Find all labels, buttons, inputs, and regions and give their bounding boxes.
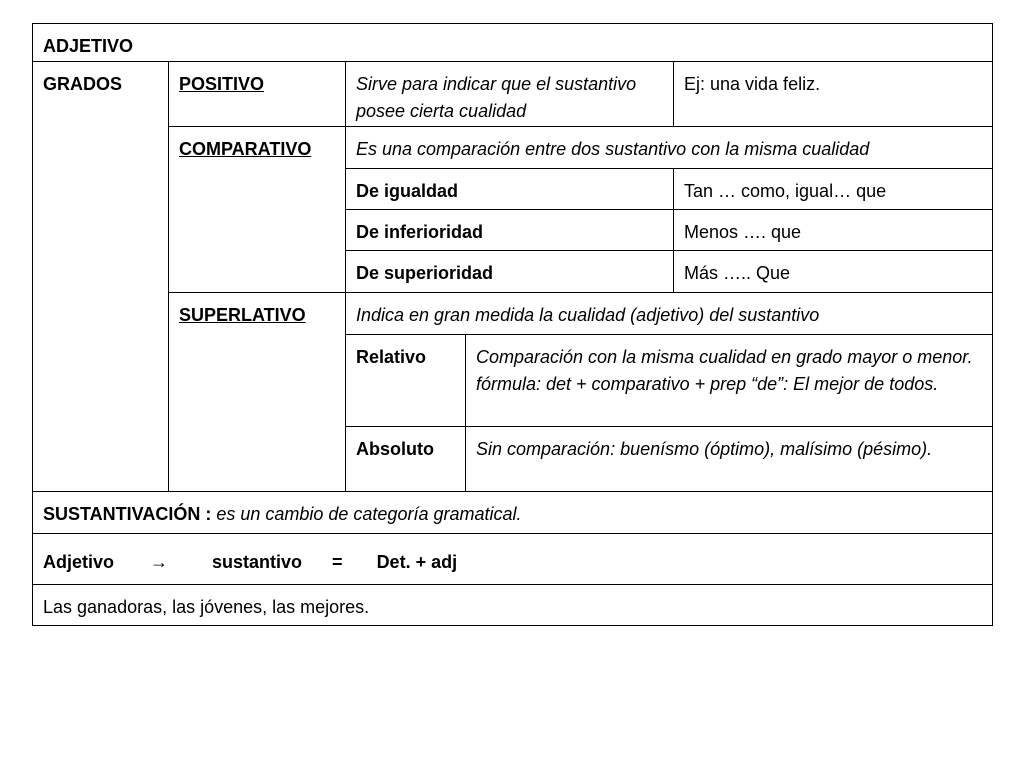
sustantivacion-label: SUSTANTIVACIÓN : [43, 504, 212, 524]
formula-equals: = [332, 552, 343, 572]
comparativo-type: De superioridad [345, 250, 673, 292]
comparativo-type: De igualdad [345, 168, 673, 209]
comparativo-definition: Es una comparación entre dos sustantivo con la misma cualidad [345, 126, 993, 168]
comparativo-formula: Tan … como, igual… que [673, 168, 993, 209]
table-title: ADJETIVO [32, 23, 993, 61]
relativo-label: Relativo [345, 334, 465, 426]
formula-adjetivo: Adjetivo [43, 552, 115, 572]
comparativo-label: COMPARATIVO [168, 126, 345, 292]
comparativo-formula: Más ….. Que [673, 250, 993, 292]
grados-label: GRADOS [32, 61, 168, 491]
absoluto-label: Absoluto [345, 426, 465, 491]
absoluto-description: Sin comparación: buenísmo (óptimo), malísimo (pésimo). [465, 426, 993, 491]
sustantivacion-description: es un cambio de categoría gramatical. [211, 504, 522, 524]
positivo-definition: Sirve para indicar que el sustantivo posee cierta cualidad [345, 61, 673, 126]
comparativo-type: De inferioridad [345, 209, 673, 250]
formula-sustantivo: sustantivo [212, 552, 303, 572]
positivo-example: Ej: una vida feliz. [673, 61, 993, 126]
superlativo-label: SUPERLATIVO [168, 292, 345, 491]
sustantivacion-row [32, 491, 993, 533]
superlativo-definition: Indica en gran medida la cualidad (adjetivo) del sustantivo [345, 292, 993, 334]
adjetivo-table [32, 23, 993, 626]
examples-row: Las ganadoras, las jóvenes, las mejores. [32, 584, 993, 626]
relativo-description: Comparación con la misma cualidad en grado mayor o menor. fórmula: det + comparativo + prep “de”: El mejor de todos. [465, 334, 993, 426]
formula-row [32, 533, 993, 584]
formula-result: Det. + adj [376, 552, 458, 572]
arrow-icon: → [150, 552, 169, 572]
positivo-label: POSITIVO [168, 61, 345, 126]
comparativo-formula: Menos …. que [673, 209, 993, 250]
